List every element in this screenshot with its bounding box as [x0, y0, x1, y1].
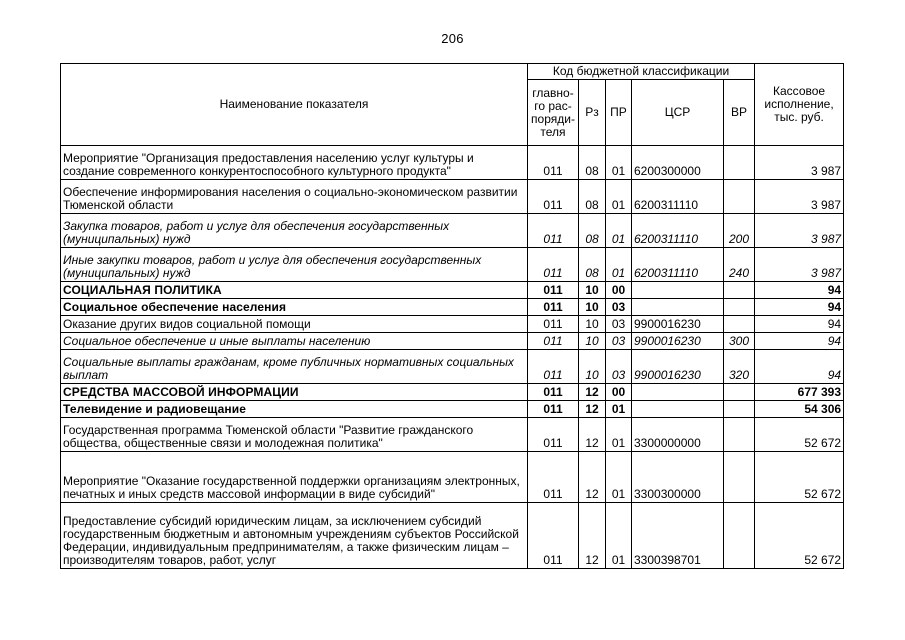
- row-rz-cell: 12: [579, 384, 606, 401]
- row-name-cell: СРЕДСТВА МАССОВОЙ ИНФОРМАЦИИ: [61, 384, 528, 401]
- table-row: [61, 146, 844, 180]
- row-pr-cell: 03: [606, 299, 632, 316]
- row-vr-cell: [724, 401, 755, 418]
- row-name-cell: Мероприятие "Организация предоставления населению услуг культуры и создание современного конкурентоспособного культурного продукта": [61, 146, 528, 180]
- row-rz-cell: 10: [579, 350, 606, 384]
- table-row: [61, 316, 844, 333]
- row-gr-cell: 011: [528, 384, 579, 401]
- table-body: [61, 146, 844, 569]
- row-gr-cell: 011: [528, 180, 579, 214]
- table-row: [61, 503, 844, 569]
- row-vr-cell: [724, 384, 755, 401]
- row-vr-cell: [724, 299, 755, 316]
- row-pr-cell: 03: [606, 350, 632, 384]
- row-name-cell: Социальные выплаты гражданам, кроме публичных нормативных социальных выплат: [61, 350, 528, 384]
- table-row: [61, 418, 844, 452]
- row-csr-cell: 3300398701: [632, 503, 724, 569]
- row-csr-cell: 9900016230: [632, 350, 724, 384]
- row-vr-cell: 240: [724, 248, 755, 282]
- row-pr-cell: 01: [606, 214, 632, 248]
- row-gr-cell: 011: [528, 418, 579, 452]
- row-amount-cell: 94: [755, 333, 844, 350]
- row-amount-cell: 3 987: [755, 248, 844, 282]
- row-gr-cell: 011: [528, 452, 579, 503]
- row-gr-cell: 011: [528, 248, 579, 282]
- row-rz-cell: 10: [579, 282, 606, 299]
- table-row: [61, 350, 844, 384]
- row-name-cell: Государственная программа Тюменской области "Развитие гражданского общества, общественные связи и молодежная политика": [61, 418, 528, 452]
- row-csr-cell: 3300300000: [632, 452, 724, 503]
- row-rz-cell: 12: [579, 452, 606, 503]
- row-rz-cell: 08: [579, 180, 606, 214]
- row-name-cell: Обеспечение информирования населения о социально-экономическом развитии Тюменской области: [61, 180, 528, 214]
- row-pr-cell: 01: [606, 452, 632, 503]
- row-rz-cell: 12: [579, 401, 606, 418]
- table-row: [61, 333, 844, 350]
- row-vr-cell: [724, 180, 755, 214]
- row-name-cell: Социальное обеспечение населения: [61, 299, 528, 316]
- row-vr-cell: [724, 418, 755, 452]
- row-name-cell: Мероприятие "Оказание государственной поддержки организациям электронных, печатных и иных средств массовой информации в виде субсидий": [61, 452, 528, 503]
- row-amount-cell: 94: [755, 350, 844, 384]
- row-csr-cell: [632, 401, 724, 418]
- page-number: 206: [441, 31, 464, 46]
- row-csr-cell: 6200311110: [632, 248, 724, 282]
- row-name-cell: Оказание других видов социальной помощи: [61, 316, 528, 333]
- row-pr-cell: 03: [606, 316, 632, 333]
- row-rz-cell: 08: [579, 248, 606, 282]
- row-pr-cell: 01: [606, 248, 632, 282]
- row-name-cell: Телевидение и радиовещание: [61, 401, 528, 418]
- row-amount-cell: 3 987: [755, 180, 844, 214]
- row-pr-cell: 03: [606, 333, 632, 350]
- row-csr-cell: 6200300000: [632, 146, 724, 180]
- header-row-1: [61, 64, 844, 80]
- table-row: [61, 282, 844, 299]
- row-amount-cell: 3 987: [755, 214, 844, 248]
- row-pr-cell: 01: [606, 180, 632, 214]
- row-name-cell: СОЦИАЛЬНАЯ ПОЛИТИКА: [61, 282, 528, 299]
- row-vr-cell: [724, 316, 755, 333]
- row-gr-cell: 011: [528, 299, 579, 316]
- row-vr-cell: [724, 146, 755, 180]
- row-name-cell: Предоставление субсидий юридическим лицам, за исключением субсидий государственным бюджетным и автономным учреждениям субъектов Российской Федерации, индивидуальным предпринимателям, а также физическим лицам – производителям товаров, работ, услуг: [61, 503, 528, 569]
- row-amount-cell: 52 672: [755, 418, 844, 452]
- row-vr-cell: [724, 503, 755, 569]
- row-pr-cell: 00: [606, 282, 632, 299]
- row-rz-cell: 08: [579, 214, 606, 248]
- row-rz-cell: 08: [579, 146, 606, 180]
- row-csr-cell: 3300000000: [632, 418, 724, 452]
- row-gr-cell: 011: [528, 282, 579, 299]
- header-rz: Рз: [579, 80, 606, 146]
- header-vr: ВР: [724, 80, 755, 146]
- row-gr-cell: 011: [528, 401, 579, 418]
- row-amount-cell: 94: [755, 282, 844, 299]
- header-name: Наименование показателя: [61, 64, 528, 146]
- row-rz-cell: 10: [579, 299, 606, 316]
- header-kbk-group: Код бюджетной классификации: [528, 64, 755, 80]
- row-pr-cell: 01: [606, 146, 632, 180]
- row-csr-cell: 6200311110: [632, 214, 724, 248]
- row-csr-cell: [632, 299, 724, 316]
- header-gr: главно- го рас- поряди- теля: [528, 80, 579, 146]
- row-amount-cell: 52 672: [755, 503, 844, 569]
- row-rz-cell: 12: [579, 503, 606, 569]
- row-amount-cell: 94: [755, 299, 844, 316]
- row-name-cell: Иные закупки товаров, работ и услуг для обеспечения государственных (муниципальных) нужд: [61, 248, 528, 282]
- table-row: [61, 299, 844, 316]
- row-gr-cell: 011: [528, 316, 579, 333]
- row-amount-cell: 94: [755, 316, 844, 333]
- row-vr-cell: 320: [724, 350, 755, 384]
- header-amount: Кассовое исполнение, тыс. руб.: [755, 64, 844, 146]
- row-gr-cell: 011: [528, 503, 579, 569]
- row-gr-cell: 011: [528, 333, 579, 350]
- row-rz-cell: 10: [579, 316, 606, 333]
- table-row: [61, 248, 844, 282]
- header-csr: ЦСР: [632, 80, 724, 146]
- row-gr-cell: 011: [528, 350, 579, 384]
- row-rz-cell: 12: [579, 418, 606, 452]
- row-vr-cell: [724, 452, 755, 503]
- row-amount-cell: 677 393: [755, 384, 844, 401]
- row-name-cell: Закупка товаров, работ и услуг для обеспечения государственных (муниципальных) нужд: [61, 214, 528, 248]
- table-row: [61, 384, 844, 401]
- row-name-cell: Социальное обеспечение и иные выплаты населению: [61, 333, 528, 350]
- header-pr: ПР: [606, 80, 632, 146]
- row-pr-cell: 01: [606, 503, 632, 569]
- table-row: [61, 401, 844, 418]
- row-vr-cell: 200: [724, 214, 755, 248]
- row-csr-cell: 9900016230: [632, 316, 724, 333]
- row-rz-cell: 10: [579, 333, 606, 350]
- row-amount-cell: 54 306: [755, 401, 844, 418]
- row-gr-cell: 011: [528, 214, 579, 248]
- row-pr-cell: 01: [606, 418, 632, 452]
- row-csr-cell: 6200311110: [632, 180, 724, 214]
- row-csr-cell: 9900016230: [632, 333, 724, 350]
- row-gr-cell: 011: [528, 146, 579, 180]
- table-row: [61, 214, 844, 248]
- row-csr-cell: [632, 384, 724, 401]
- row-pr-cell: 00: [606, 384, 632, 401]
- budget-execution-table: [60, 63, 844, 569]
- table-row: [61, 452, 844, 503]
- table-row: [61, 180, 844, 214]
- row-pr-cell: 01: [606, 401, 632, 418]
- row-amount-cell: 52 672: [755, 452, 844, 503]
- row-csr-cell: [632, 282, 724, 299]
- row-vr-cell: [724, 282, 755, 299]
- row-amount-cell: 3 987: [755, 146, 844, 180]
- row-vr-cell: 300: [724, 333, 755, 350]
